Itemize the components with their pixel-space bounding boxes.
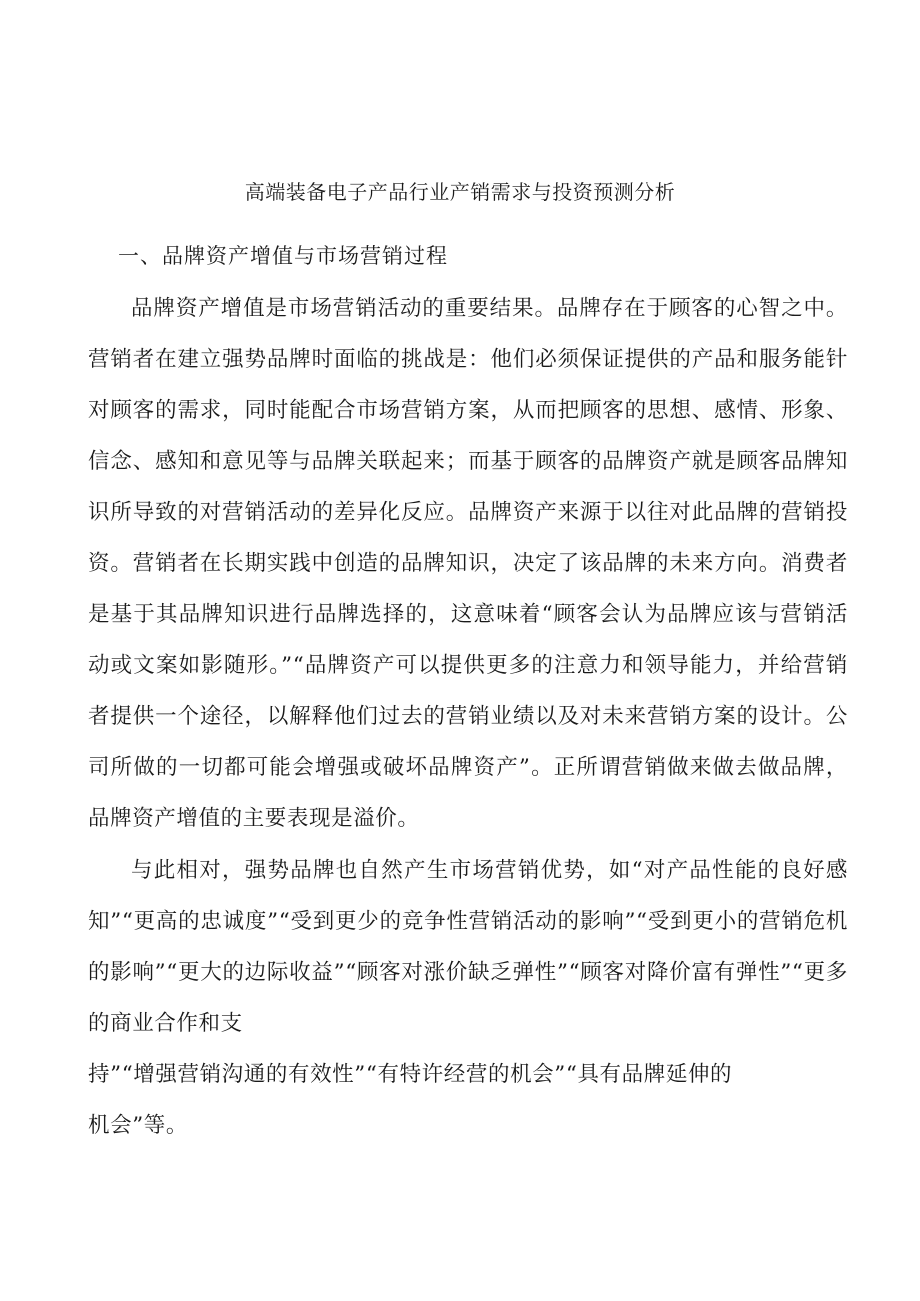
body-paragraph-2: 与此相对，强势品牌也自然产生市场营销优势，如“对产品性能的良好感知”“更高的忠诚度”“受到更少的竞争性营销活动的影响”“受到更小的营销危机的影响”“更大的边际收益”“顾客对涨价缺乏弹性”“顾客对降价富有弹性”“更多的商业合作和支 <box>88 858 848 1036</box>
body-paragraph-2-continuation-line-1: 持”“增强营销沟通的有效性”“有特许经营的机会”“具有品牌延伸的 <box>88 1062 733 1087</box>
document-title: 高端装备电子产品行业产销需求与投资预测分析 <box>244 180 676 204</box>
body-paragraph-2-continuation-line-2: 机会”等。 <box>88 1113 188 1138</box>
section-heading: 一、品牌资产增值与市场营销过程 <box>118 244 448 268</box>
body-paragraph-1: 品牌资产增值是市场营销活动的重要结果。品牌存在于顾客的心智之中。营销者在建立强势品牌时面临的挑战是：他们必须保证提供的产品和服务能针对顾客的需求，同时能配合市场营销方案，从而把顾客的思想、感情、形象、信念、感知和意见等与品牌关联起来；而基于顾客的品牌资产就是顾客品牌知识所导致的对营销活动的差异化反应。品牌资产来源于以往对此品牌的营销投资。营销者在长期实践中创造的品牌知识，决定了该品牌的未来方向。消费者是基于其品牌知识进行品牌选择的，这意味着“顾客会认为品牌应该与营销活动或文案如影随形。”“品牌资产可以提供更多的注意力和领导能力，并给营销者提供一个途径，以解释他们过去的营销业绩以及对未来营销方案的设计。公司所做的一切都可能会增强或破坏品牌资产”。正所谓营销做来做去做品牌，品牌资产增值的主要表现是溢价。 <box>88 296 848 831</box>
